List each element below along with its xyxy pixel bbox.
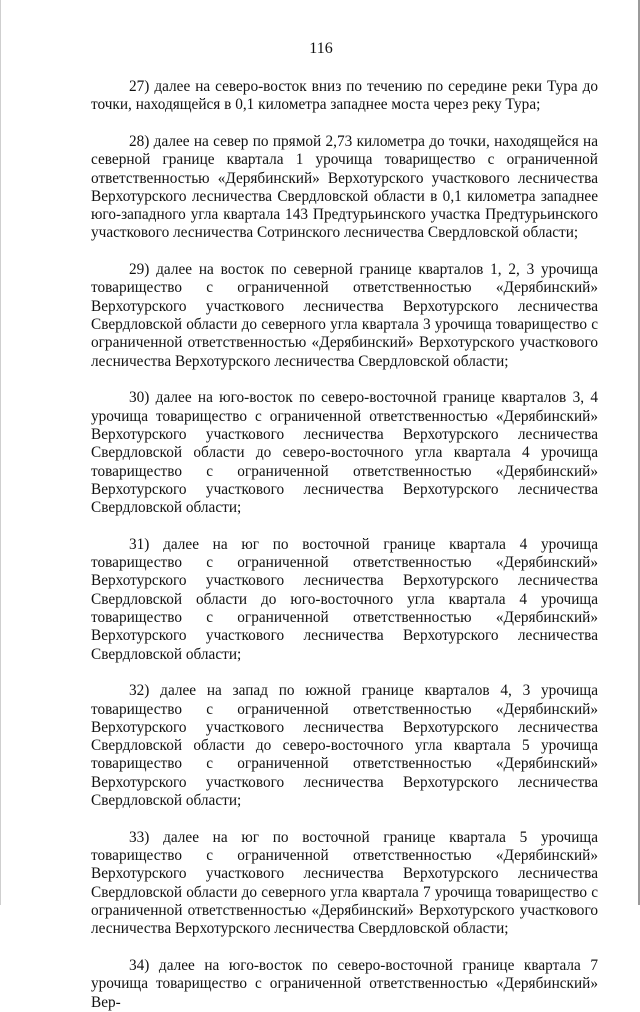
- paragraph-29: 29) далее на восток по северной границе кварталов 1, 2, 3 урочища товарищество с ограниченной ответственностью «Дерябинский» Верхотурского участкового лесничества Верхотурского лесничества Свердловской области до северного угла квартала 3 урочища товарищество с ограниченной ответственностью «Дерябинский» Верхотурского участкового лесничества Верхотурского лесничества Свердловской области;: [91, 261, 598, 370]
- page-number: 116: [309, 40, 333, 57]
- paragraph-28: 28) далее на север по прямой 2,73 километра до точки, находящейся на северной границе квартала 1 урочища товарищество с ограниченной ответственностью «Дерябинский» Верхотурского участкового лесничества Верхотурского лесничества Свердловской области в 0,1 километра западнее юго-западного угла квартала 143 Предтурьинского участка Предтурьинского участкового лесничества Сотринского лесничества Свердловской области;: [91, 132, 598, 242]
- paragraph-33: 33) далее на юг по восточной границе квартала 5 урочища товарищество с ограниченной ответственностью «Дерябинский» Верхотурского участкового лесничества Верхотурского лесничества Свердловской области до северного угла квартала 7 урочища товарищество с ограниченной ответственностью «Дерябинский» Верхотурского участкового лесничества Верхотурского лесничества Свердловской области;: [91, 828, 598, 938]
- paragraph-31: 31) далее на юг по восточной границе квартала 4 урочища товарищество с ограниченной ответственностью «Дерябинский» Верхотурского участкового лесничества Верхотурского лесничества Свердловской области до юго-восточного угла квартала 4 урочища товарищество с ограниченной ответственностью «Дерябинский» Верхотурского участкового лесничества Верхотурского лесничества Свердловской области;: [91, 535, 598, 663]
- document-body: [91, 78, 598, 1012]
- paragraph-32: 32) далее на запад по южной границе кварталов 4, 3 урочища товарищество с ограниченной ответственностью «Дерябинский» Верхотурского участкового лесничества Верхотурского лесничества Свердловской области до северо-восточного угла квартала 5 урочища товарищество с ограниченной ответственностью «Дерябинский» Верхотурского участкового лесничества Верхотурского лесничества Свердловской области;: [91, 682, 598, 810]
- paragraph-34: 34) далее на юго-восток по северо-восточной границе квартала 7 урочища товарищество с ограниченной ответственностью «Дерябинский» Вер-: [91, 956, 598, 1011]
- paragraph-27: 27) далее на северо-восток вниз по течению по середине реки Тура до точки, находящейся в 0,1 километра западнее моста через реку Тура;: [91, 78, 598, 114]
- paragraph-30: 30) далее на юго-восток по северо-восточной границе кварталов 3, 4 урочища товарищество с ограниченной ответственностью «Дерябинский» Верхотурского участкового лесничества Верхотурского лесничества Свердловской области до северо-восточного угла квартала 4 урочища товарищество с ограниченной ответственностью «Дерябинский» Верхотурского участкового лесничества Верхотурского лесничества Свердловской области;: [91, 389, 598, 517]
